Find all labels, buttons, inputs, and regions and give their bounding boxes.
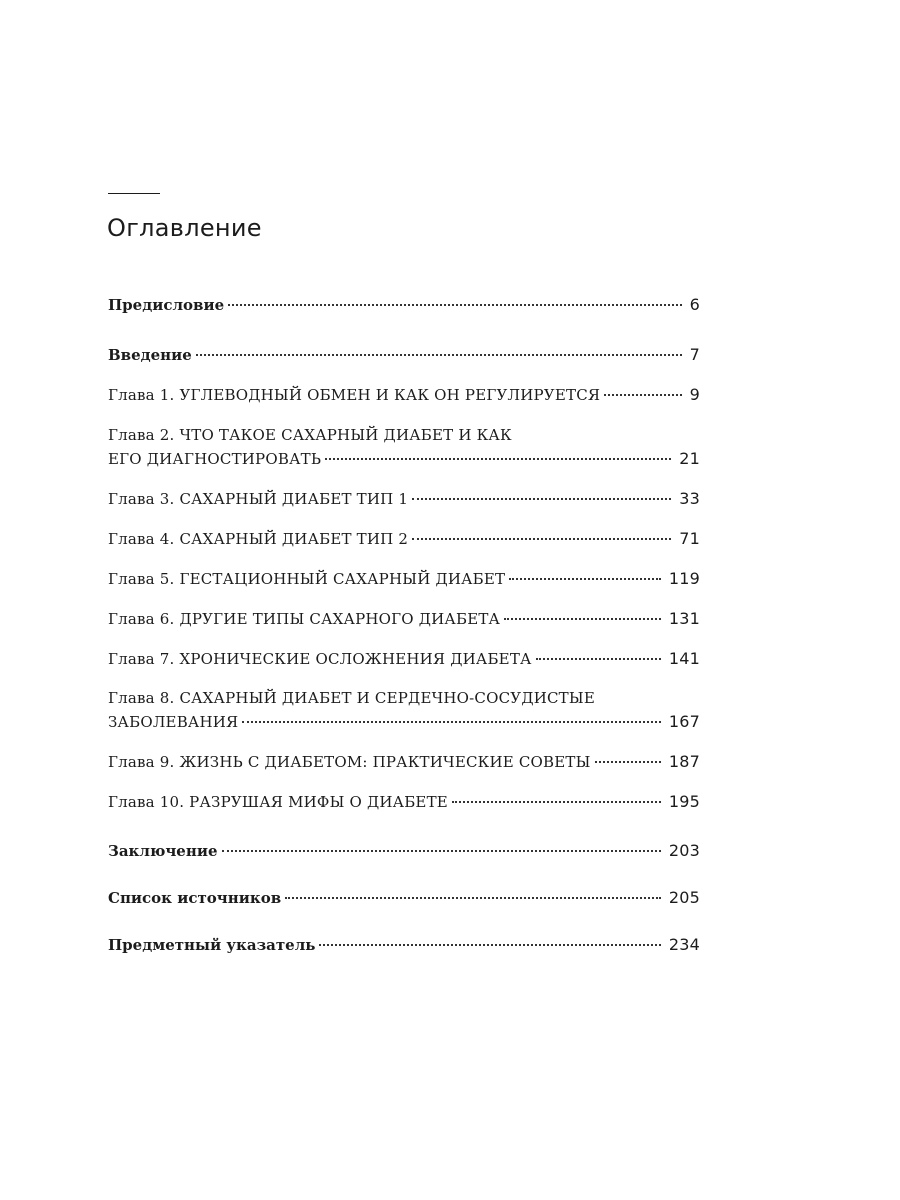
toc-entry-chapter-1[interactable]: [108, 383, 700, 407]
dot-leader: [319, 944, 660, 946]
toc-entry-text: Предисловие: [108, 296, 225, 314]
toc-entry-chapter-10[interactable]: [108, 790, 700, 814]
toc-page-number: 119: [668, 569, 700, 588]
toc-entry-chapter-4[interactable]: [108, 527, 700, 551]
dot-leader: [509, 578, 661, 580]
toc-entry-text: Глава 1. УГЛЕВОДНЫЙ ОБМЕН И КАК ОН РЕГУЛИРУЕТСЯ: [108, 386, 601, 404]
dot-leader: [595, 761, 661, 763]
toc-entry-chapter-3[interactable]: [108, 487, 700, 511]
toc-page-number: 6: [689, 295, 700, 314]
dot-leader: [604, 394, 681, 396]
toc-page-number: 21: [679, 449, 700, 468]
toc-entry-chapter-8[interactable]: [108, 686, 700, 734]
toc-entry-preface[interactable]: [108, 293, 700, 317]
toc-page-number: 9: [689, 385, 700, 404]
toc-entry-text: Глава 7. ХРОНИЧЕСКИЕ ОСЛОЖНЕНИЯ ДИАБЕТА: [108, 650, 532, 668]
toc-entry-subject-index[interactable]: [108, 933, 700, 957]
toc-entry-text: Заключение: [108, 842, 218, 860]
toc-entry-introduction[interactable]: [108, 343, 700, 367]
toc-page-number: 141: [668, 649, 700, 668]
toc-entry-chapter-5[interactable]: [108, 567, 700, 591]
toc-entry-chapter-2[interactable]: [108, 423, 700, 471]
toc-entry-text: Глава 3. САХАРНЫЙ ДИАБЕТ ТИП 1: [108, 490, 409, 508]
dot-leader: [452, 801, 661, 803]
title-rule: [108, 193, 160, 194]
dot-leader: [196, 354, 682, 356]
toc-entry-text: Введение: [108, 346, 192, 364]
dot-leader: [228, 304, 681, 306]
dot-leader: [536, 658, 661, 660]
dot-leader: [222, 850, 661, 852]
toc-page-number: 7: [689, 345, 700, 364]
dot-leader: [412, 498, 671, 500]
toc-entry-text: ЕГО ДИАГНОСТИРОВАТЬ: [108, 450, 322, 468]
toc-entry-text: Глава 10. РАЗРУШАЯ МИФЫ О ДИАБЕТЕ: [108, 793, 448, 811]
dot-leader: [285, 897, 661, 899]
toc-page-number: 234: [668, 935, 700, 954]
toc-entry-text: Предметный указатель: [108, 936, 316, 954]
dot-leader: [412, 538, 671, 540]
toc-entry-chapter-9[interactable]: [108, 750, 700, 774]
toc-page-number: 71: [679, 529, 700, 548]
toc-page-number: 195: [668, 792, 700, 811]
dot-leader: [504, 618, 661, 620]
dot-leader: [325, 458, 671, 460]
toc-page-number: 131: [668, 609, 700, 628]
toc-entry-text: Глава 4. САХАРНЫЙ ДИАБЕТ ТИП 2: [108, 530, 409, 548]
toc-page-number: 33: [679, 489, 700, 508]
toc-entry-text: Глава 6. ДРУГИЕ ТИПЫ САХАРНОГО ДИАБЕТА: [108, 610, 501, 628]
page-title: Оглавление: [107, 214, 262, 242]
toc-entry-text: Список источников: [108, 889, 282, 907]
toc-entry-chapter-6[interactable]: [108, 607, 700, 631]
toc-page-number: 203: [668, 841, 700, 860]
toc-entry-text: Глава 9. ЖИЗНЬ С ДИАБЕТОМ: ПРАКТИЧЕСКИЕ СОВЕТЫ: [108, 753, 591, 771]
dot-leader: [242, 721, 661, 723]
toc-entry-text: Глава 5. ГЕСТАЦИОННЫЙ САХАРНЫЙ ДИАБЕТ: [108, 570, 506, 588]
toc-page-number: 187: [668, 752, 700, 771]
toc-page-number: 167: [668, 712, 700, 731]
toc-entry-conclusion[interactable]: [108, 839, 700, 863]
toc-entry-chapter-7[interactable]: [108, 647, 700, 671]
toc-entry-references[interactable]: [108, 886, 700, 910]
toc-page-number: 205: [668, 888, 700, 907]
toc-entry-text: ЗАБОЛЕВАНИЯ: [108, 713, 239, 731]
toc-entry-text-line1: Глава 8. САХАРНЫЙ ДИАБЕТ И СЕРДЕЧНО-СОСУДИСТЫЕ: [108, 689, 595, 707]
toc-entry-text-line1: Глава 2. ЧТО ТАКОЕ САХАРНЫЙ ДИАБЕТ И КАК: [108, 426, 512, 444]
